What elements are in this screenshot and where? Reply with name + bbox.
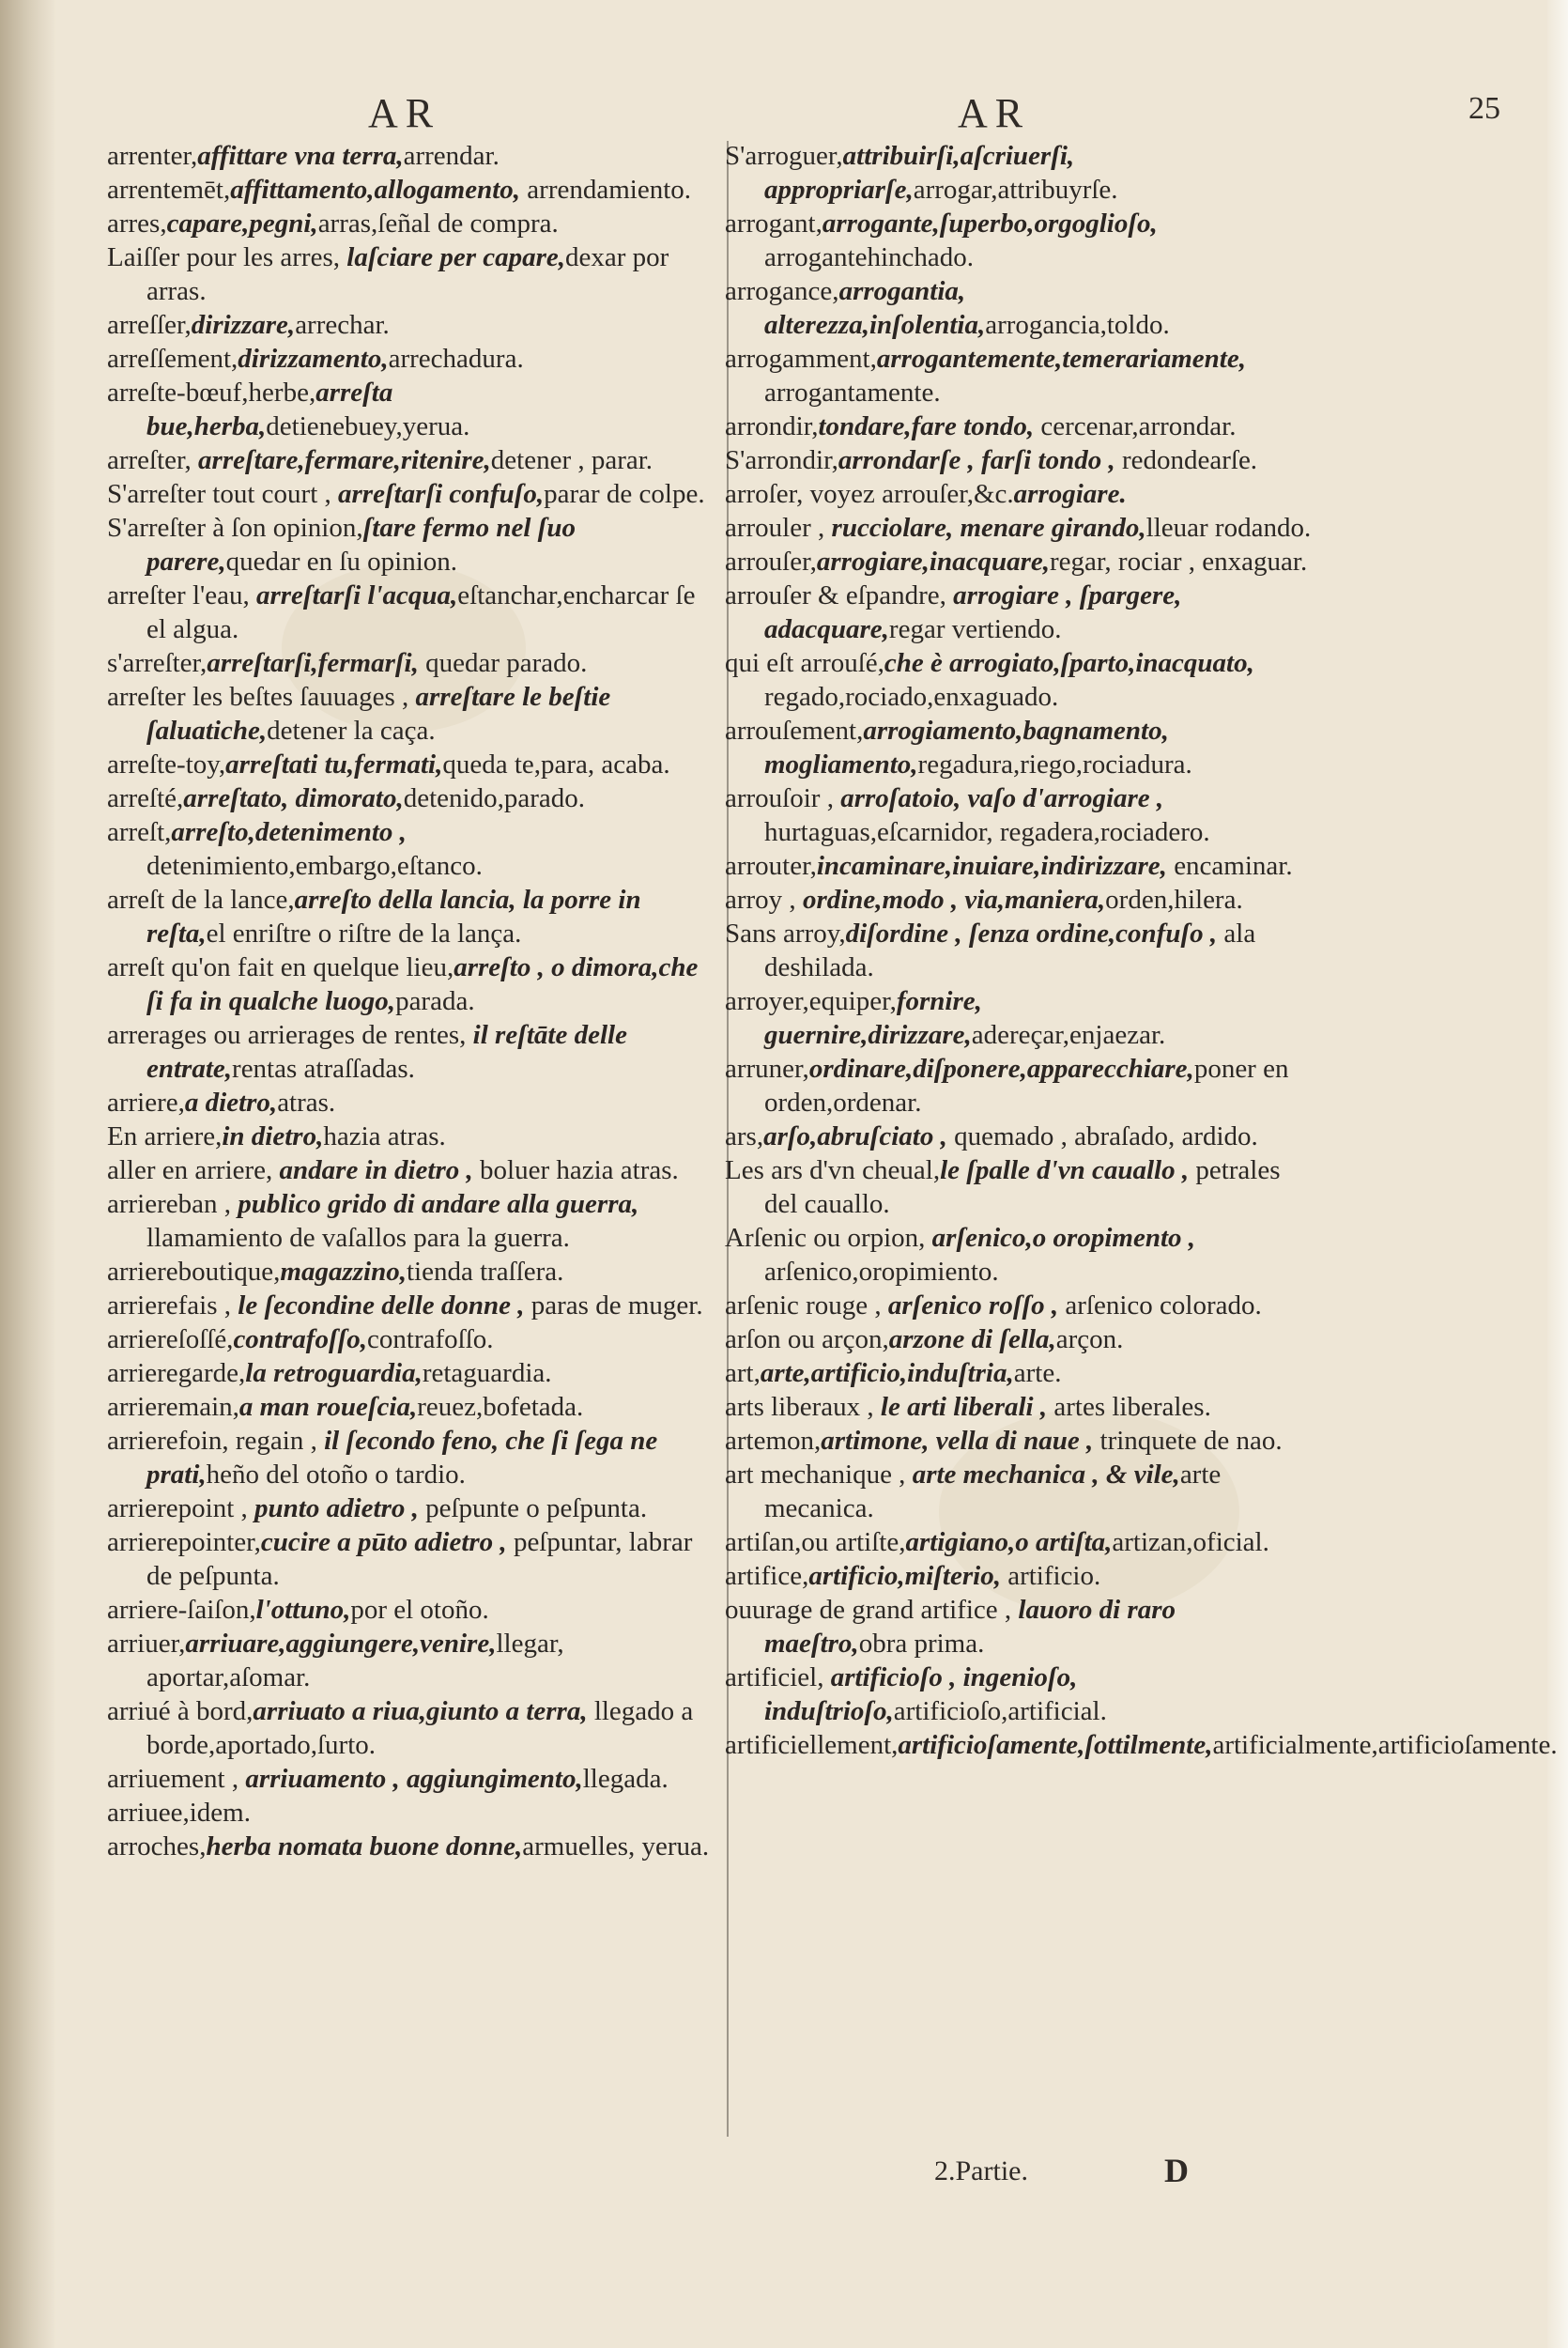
entry-text: arreſte-bœuf,herbe, — [107, 378, 316, 408]
entry-text: petrales del cauallo. — [764, 1155, 1281, 1219]
entry-text: quedar en ſu opinion. — [225, 547, 458, 577]
entry-text: regar vertiendo. — [888, 614, 1062, 644]
dictionary-entry — [725, 1424, 1318, 1458]
entry-text: arreſt qu'on fait en quelque lieu, — [107, 952, 454, 982]
dictionary-entry — [107, 1491, 717, 1525]
entry-text: arres, — [107, 209, 167, 239]
entry-text: arriuement , — [107, 1764, 246, 1794]
entry-text: arrouter, — [725, 851, 817, 881]
entry-text: encaminar. — [1166, 851, 1293, 881]
entry-text: arrogantamente. — [764, 378, 941, 408]
dictionary-entry — [725, 646, 1318, 714]
entry-text: arrerages ou arrierages de rentes, — [107, 1020, 473, 1050]
dictionary-entry — [107, 781, 717, 815]
entry-text: arrogar,attribuyrſe. — [913, 175, 1118, 205]
entry-text: arrondir, — [725, 411, 819, 441]
entry-text: arreſter l'eau, — [107, 580, 256, 610]
italian-gloss: arreſtarſi confuſo, — [338, 479, 545, 509]
entry-text: boluer hazia atras. — [472, 1155, 679, 1185]
dictionary-entry — [725, 1661, 1318, 1728]
entry-text: ars, — [725, 1121, 764, 1151]
entry-text: aller en arriere, — [107, 1155, 280, 1185]
italian-gloss: arte mechanica , & vile, — [912, 1460, 1180, 1490]
entry-text: Arſenic ou orpion, — [725, 1223, 932, 1253]
italian-gloss: arrogantemente,temerariamente, — [876, 344, 1246, 374]
entry-text: arreſté, — [107, 783, 184, 813]
italian-gloss: arrogiare , ſpargere, adacquare, — [764, 580, 1182, 644]
entry-text: arroyer,equiper, — [725, 986, 897, 1016]
dictionary-entry — [725, 1153, 1318, 1221]
entry-text: arrendamiento. — [520, 175, 692, 205]
entry-text: eſtanchar,encharcar ſe el algua. — [146, 580, 696, 644]
entry-text: arreſter, — [107, 445, 199, 475]
entry-text: arrouſer, — [725, 547, 817, 577]
entry-text: detienebuey,yerua. — [266, 411, 470, 441]
dictionary-entry — [107, 1593, 717, 1627]
dictionary-entry — [725, 883, 1318, 917]
entry-text: arrierefoin, regain , — [107, 1426, 325, 1456]
dictionary-entry — [725, 342, 1318, 409]
entry-text: llamamiento de vaſallos para la guerra. — [146, 1223, 570, 1253]
dictionary-entry — [725, 1390, 1318, 1424]
entry-text: arreſter les beſtes ſauuages , — [107, 682, 416, 712]
entry-text: quedar parado. — [418, 648, 588, 678]
entry-text: heño del otoño o tardio. — [206, 1460, 466, 1490]
italian-gloss: artigiano,o artiſta, — [905, 1527, 1113, 1557]
dictionary-entry — [725, 409, 1318, 443]
entry-text: En arriere, — [107, 1121, 223, 1151]
italian-gloss: arrogiare,inacquare, — [816, 547, 1051, 577]
entry-text: artizan,oficial. — [1112, 1527, 1269, 1557]
entry-text: arroy , — [725, 885, 803, 915]
entry-text: obra prima. — [858, 1629, 985, 1659]
entry-text: arruner, — [725, 1054, 809, 1084]
entry-text: artificio. — [1000, 1561, 1101, 1591]
entry-text: arriereban , — [107, 1189, 238, 1219]
entry-text: artiſan,ou artiſte, — [725, 1527, 906, 1557]
italian-gloss: capare,pegni, — [166, 209, 318, 239]
italian-gloss: arſenico,o oropimento , — [931, 1223, 1196, 1253]
italian-gloss: lauoro di raro maeſtro, — [764, 1595, 1176, 1659]
italian-gloss: ſtare fermo nel ſuo parere, — [146, 513, 576, 577]
entry-text: llegada. — [582, 1764, 669, 1794]
italian-gloss: l'ottuno, — [255, 1595, 351, 1625]
entry-text: detener , parar. — [490, 445, 653, 475]
entry-text: arreſte-toy, — [107, 749, 226, 780]
dictionary-entry — [107, 342, 717, 376]
italian-gloss: andare in dietro , — [279, 1155, 473, 1185]
entry-text: detenimiento,embargo,eſtanco. — [146, 851, 483, 881]
dictionary-entry — [107, 1390, 717, 1424]
dictionary-entry — [107, 139, 717, 173]
italian-gloss: arreſtato, dimorato, — [183, 783, 404, 813]
entry-text: regadura,riego,rociadura. — [917, 749, 1192, 780]
entry-text: arriuer, — [107, 1629, 186, 1659]
dictionary-entry — [107, 579, 717, 646]
signature-mark: D — [1164, 2152, 1189, 2189]
dictionary-entry — [725, 984, 1318, 1052]
entry-text: atras. — [277, 1088, 336, 1118]
italian-gloss: in dietro, — [222, 1121, 324, 1151]
entry-text: arrogant, — [725, 209, 822, 239]
italian-gloss: arriuato a riua,giunto a terra, — [253, 1696, 588, 1726]
entry-text: arrogance, — [725, 276, 839, 306]
entry-text: arrierefais , — [107, 1290, 238, 1321]
entry-text: arrieremain, — [107, 1392, 239, 1422]
part-label: 2.Partie. — [934, 2155, 1028, 2186]
entry-text: regado,rociado,enxaguado. — [764, 682, 1059, 712]
left-column — [107, 139, 717, 1863]
italian-gloss: arriuare,aggiungere,venire, — [185, 1629, 497, 1659]
entry-text: arrouſement, — [725, 716, 864, 746]
entry-text: el enriſtre o riſtre de la lança. — [206, 919, 522, 949]
entry-text: qui eſt arrouſé, — [725, 648, 884, 678]
italian-gloss: publico grido di andare alla guerra, — [238, 1189, 639, 1219]
gutter-shadow — [0, 0, 56, 2348]
dictionary-entry — [725, 1525, 1318, 1559]
entry-text: arroſer, voyez arrouſer,&c. — [725, 479, 1014, 509]
dictionary-entry — [725, 274, 1318, 342]
italian-gloss: a dietro, — [184, 1088, 278, 1118]
italian-gloss: arreſto,detenimento , — [171, 817, 407, 847]
entry-text: arrechar. — [295, 310, 390, 340]
entry-text: dexar por arras. — [146, 242, 669, 306]
running-head-right: AR — [958, 90, 1031, 136]
entry-text: ala deshilada. — [764, 919, 1256, 982]
entry-text: orden,hilera. — [1105, 885, 1243, 915]
italian-gloss: artificioſo , ingenioſo, induſtrioſo, — [764, 1662, 1078, 1726]
dictionary-entry — [725, 1221, 1318, 1289]
dictionary-entry — [725, 207, 1318, 274]
entry-text: llegado a borde,aportado,ſurto. — [146, 1696, 694, 1760]
italian-gloss: artimone, vella di naue , — [821, 1426, 1094, 1456]
italian-gloss: arrogiamento,bagnamento, mogliamento, — [764, 716, 1169, 780]
entry-text: contrafoſſo. — [367, 1324, 494, 1354]
entry-text: arts liberaux , — [725, 1392, 881, 1422]
dictionary-entry — [107, 1762, 717, 1796]
italian-gloss: dirizzamento, — [238, 344, 389, 374]
entry-text: S'arrondir, — [725, 445, 838, 475]
entry-text: quemado , abraſado, ardido. — [946, 1121, 1258, 1151]
dictionary-entry — [107, 1796, 717, 1830]
italian-gloss: arzone di ſella, — [888, 1324, 1056, 1354]
italian-gloss: ordinare,diſponere,apparecchiare, — [808, 1054, 1194, 1084]
italian-gloss: il reſtāte delle entrate, — [146, 1020, 627, 1084]
italian-gloss: arreſtare le beſtie ſaluatiche, — [146, 682, 611, 746]
entry-text: arrierepointer, — [107, 1527, 261, 1557]
running-head-left: AR — [368, 90, 441, 136]
page-edge — [1547, 0, 1568, 2348]
entry-text: arrouler , — [725, 513, 832, 543]
dictionary-entry — [725, 1052, 1318, 1120]
entry-text: arreſt de la lance, — [107, 885, 295, 915]
dictionary-entry — [725, 1593, 1318, 1661]
entry-text: arrogancia,toldo. — [985, 310, 1170, 340]
dictionary-entry — [107, 1018, 717, 1086]
entry-text: lleuar rodando. — [1145, 513, 1312, 543]
italian-gloss: arreſto della lancia, la porre in reſta, — [146, 885, 641, 949]
entry-text: arſenico colorado. — [1058, 1290, 1262, 1321]
entry-text: arrendar. — [403, 141, 500, 171]
italian-gloss: laſciare per capare, — [346, 242, 566, 272]
italian-gloss: attribuirſi,aſcriuerſi, appropriarſe, — [764, 141, 1075, 205]
entry-text: arçon. — [1055, 1324, 1124, 1354]
dictionary-entry — [107, 1086, 717, 1120]
entry-text: arte. — [1013, 1358, 1062, 1388]
entry-text: arras,ſeñal de compra. — [317, 209, 559, 239]
entry-text: S'arroguer, — [725, 141, 843, 171]
dictionary-entry — [107, 1627, 717, 1694]
entry-text: hazia atras. — [323, 1121, 446, 1151]
italian-gloss: punto adietro , — [254, 1493, 419, 1523]
dictionary-entry — [107, 1525, 717, 1593]
italian-gloss: contrafoſſo, — [233, 1324, 368, 1354]
entry-text: artes liberales. — [1047, 1392, 1211, 1422]
entry-text: art, — [725, 1358, 761, 1388]
entry-text: Les ars d'vn cheual, — [725, 1155, 941, 1185]
italian-gloss: arrondarſe , farſi tondo , — [838, 445, 1115, 475]
entry-text: arrentemēt, — [107, 175, 231, 205]
entry-text: arrogantehinchado. — [764, 242, 975, 272]
dictionary-entry — [725, 443, 1318, 477]
dictionary-entry — [107, 1830, 717, 1863]
page-number: 25 — [1468, 91, 1500, 126]
entry-text: artificiellement, — [725, 1730, 899, 1760]
entry-text: Sans arroy, — [725, 919, 846, 949]
entry-text: arrenter, — [107, 141, 198, 171]
dictionary-entry — [725, 1728, 1558, 1762]
dictionary-entry — [107, 1120, 717, 1153]
entry-text: arreſſement, — [107, 344, 238, 374]
entry-text: redondearſe. — [1115, 445, 1258, 475]
italian-gloss: arreſtare,fermare,ritenire, — [198, 445, 491, 475]
entry-text: artemon, — [725, 1426, 822, 1456]
dictionary-entry — [107, 1289, 717, 1322]
italian-gloss: ordine,modo , via,maniera, — [802, 885, 1106, 915]
entry-text: queda te,para, acaba. — [442, 749, 670, 780]
italian-gloss: cucire a pūto adietro , — [260, 1527, 507, 1557]
dictionary-entry — [107, 308, 717, 342]
italian-gloss: arreſtati tu,fermati, — [225, 749, 443, 780]
dictionary-entry — [107, 1187, 717, 1255]
entry-text: arrierepoint , — [107, 1493, 255, 1523]
entry-text: arſenico,oropimiento. — [764, 1257, 999, 1287]
entry-text: arrouſer & eſpandre, — [725, 580, 954, 610]
italian-gloss: il ſecondo feno, che ſi ſega ne prati, — [146, 1426, 658, 1490]
dictionary-entry — [107, 173, 717, 207]
italian-gloss: le ſecondine delle donne , — [238, 1290, 525, 1321]
entry-text: artificialmente,artificioſamente. — [1212, 1730, 1558, 1760]
dictionary-entry — [107, 950, 717, 1018]
italian-gloss: affittamento,allogamento, — [230, 175, 521, 205]
entry-text: arriereſoſſé, — [107, 1324, 234, 1354]
dictionary-entry — [107, 207, 717, 240]
dictionary-entry — [107, 240, 717, 308]
entry-text: poner en orden,ordenar. — [764, 1054, 1289, 1118]
entry-text: peſpunte o peſpunta. — [418, 1493, 648, 1523]
dictionary-entry — [725, 1356, 1318, 1390]
entry-text: retaguardia. — [422, 1358, 552, 1388]
entry-text: parar de colpe. — [544, 479, 705, 509]
entry-text: parada. — [395, 986, 475, 1016]
dictionary-entry — [725, 1289, 1318, 1322]
dictionary-entry — [725, 511, 1318, 545]
italian-gloss: incaminare,inuiare,indirizzare, — [816, 851, 1167, 881]
italian-gloss: arreſto , o dimora,che ſi fa in qualche luogo, — [146, 952, 699, 1016]
entry-text: tienda traſſera. — [406, 1257, 564, 1287]
dictionary-entry — [725, 849, 1318, 883]
entry-text: reuez,bofetada. — [417, 1392, 584, 1422]
dictionary-entry — [725, 139, 1318, 207]
entry-text: arreſt, — [107, 817, 172, 847]
entry-text: arriereboutique, — [107, 1257, 281, 1287]
italian-gloss: le arti liberali , — [880, 1392, 1048, 1422]
italian-gloss: affittare vna terra, — [197, 141, 404, 171]
dictionary-entry — [107, 646, 717, 680]
entry-text: paras de muger. — [524, 1290, 703, 1321]
dictionary-entry — [107, 1153, 717, 1187]
entry-text: Laiſſer pour les arres, — [107, 242, 347, 272]
dictionary-entry — [107, 748, 717, 781]
entry-text: art mechanique , — [725, 1460, 913, 1490]
entry-text: arriué à bord, — [107, 1696, 254, 1726]
italian-gloss: le ſpalle d'vn cauallo , — [940, 1155, 1190, 1185]
italian-gloss: arte,artificio,induſtria, — [760, 1358, 1014, 1388]
italian-gloss: dirizzare, — [191, 310, 296, 340]
italian-gloss: tondare,fare tondo, — [818, 411, 1035, 441]
dictionary-entry — [107, 1424, 717, 1491]
italian-gloss: arreſta bue,herba, — [146, 378, 393, 441]
italian-gloss: arrogante,ſuperbo,orgoglioſo, — [822, 209, 1158, 239]
italian-gloss: arrogantia, alterezza,inſolentia, — [764, 276, 986, 340]
dictionary-entry — [107, 680, 717, 748]
dictionary-entry — [725, 1322, 1318, 1356]
entry-text: artificiel, — [725, 1662, 831, 1692]
entry-text: ouurage de grand artifice , — [725, 1595, 1019, 1625]
italian-gloss: a man roueſcia, — [238, 1392, 418, 1422]
italian-gloss: diſordine , ſenza ordine,confuſo , — [845, 919, 1218, 949]
entry-text: hurtaguas,eſcarnidor, regadera,rociadero. — [764, 817, 1210, 847]
entry-text: detener la caça. — [267, 716, 436, 746]
dictionary-entry — [725, 714, 1318, 781]
italian-gloss: arriuamento , aggiungimento, — [245, 1764, 583, 1794]
entry-text: peſpuntar, labrar de peſpunta. — [146, 1527, 693, 1591]
dictionary-entry — [107, 1356, 717, 1390]
italian-gloss: arreſtarſi,fermarſi, — [207, 648, 419, 678]
entry-text: rentas atraſſadas. — [232, 1054, 415, 1084]
entry-text: S'arreſter à ſon opinion, — [107, 513, 363, 543]
dictionary-entry — [107, 477, 717, 511]
italian-gloss: artificioſamente,ſottilmente, — [898, 1730, 1213, 1760]
entry-text: arrouſoir , — [725, 783, 841, 813]
entry-text: arriuee,idem. — [107, 1798, 251, 1828]
dictionary-entry — [725, 579, 1318, 646]
dictionary-entry — [725, 1559, 1318, 1593]
entry-text: llegar, aportar,aſomar. — [146, 1629, 564, 1692]
italian-gloss: la retroguardia, — [245, 1358, 423, 1388]
italian-gloss: fornire, guernire,dirizzare, — [764, 986, 982, 1050]
entry-text: arſenic rouge , — [725, 1290, 888, 1321]
italian-gloss: herba nomata buone donne, — [206, 1831, 523, 1861]
dictionary-entry — [107, 883, 717, 950]
dictionary-entry — [725, 1120, 1318, 1153]
entry-text: armuelles, yerua. — [522, 1831, 710, 1861]
dictionary-entry — [725, 1458, 1318, 1525]
italian-gloss: arſo,abruſciato , — [763, 1121, 947, 1151]
entry-text: arrogamment, — [725, 344, 877, 374]
entry-text: regar, rociar , enxaguar. — [1050, 547, 1308, 577]
dictionary-entry — [725, 477, 1318, 511]
dictionary-entry — [107, 1255, 717, 1289]
italian-gloss: arſenico roſſo , — [887, 1290, 1059, 1321]
entry-text: s'arreſter, — [107, 648, 208, 678]
italian-gloss: artificio,miſterio, — [808, 1561, 1001, 1591]
entry-text: S'arreſter tout court , — [107, 479, 339, 509]
entry-text: arſon ou arçon, — [725, 1324, 889, 1354]
entry-text: arrieregarde, — [107, 1358, 246, 1388]
dictionary-entry — [107, 443, 717, 477]
italian-gloss: che è arrogiato,ſparto,inacquato, — [884, 648, 1254, 678]
italian-gloss: arrogiare. — [1013, 479, 1127, 509]
dictionary-entry — [107, 1694, 717, 1762]
entry-text: arreſſer, — [107, 310, 192, 340]
entry-text: arroches, — [107, 1831, 207, 1861]
dictionary-entry — [725, 781, 1318, 849]
dictionary-entry — [107, 511, 717, 579]
entry-text: cercenar,arrondar. — [1034, 411, 1237, 441]
italian-gloss: rucciolare, menare girando, — [831, 513, 1146, 543]
dictionary-entry — [725, 917, 1318, 984]
italian-gloss: magazzino, — [280, 1257, 407, 1287]
entry-text: artificioſo,artificial. — [893, 1696, 1107, 1726]
dictionary-entry — [107, 1322, 717, 1356]
dictionary-entry — [725, 545, 1318, 579]
entry-text: por el otoño. — [350, 1595, 489, 1625]
entry-text: arriere-ſaiſon, — [107, 1595, 256, 1625]
right-column — [725, 139, 1558, 1762]
entry-text: arriere, — [107, 1088, 185, 1118]
dictionary-entry — [107, 815, 717, 883]
entry-text: arte mecanica. — [764, 1460, 1222, 1523]
entry-text: arrechadura. — [388, 344, 524, 374]
entry-text: artifice, — [725, 1561, 809, 1591]
entry-text: detenido,parado. — [403, 783, 585, 813]
dictionary-entry — [107, 376, 717, 443]
italian-gloss: arreſtarſi l'acqua, — [255, 580, 458, 610]
entry-text: adereçar,enjaezar. — [971, 1020, 1166, 1050]
italian-gloss: arroſatoio, vaſo d'arrogiare , — [840, 783, 1164, 813]
entry-text: trinquete de nao. — [1093, 1426, 1283, 1456]
